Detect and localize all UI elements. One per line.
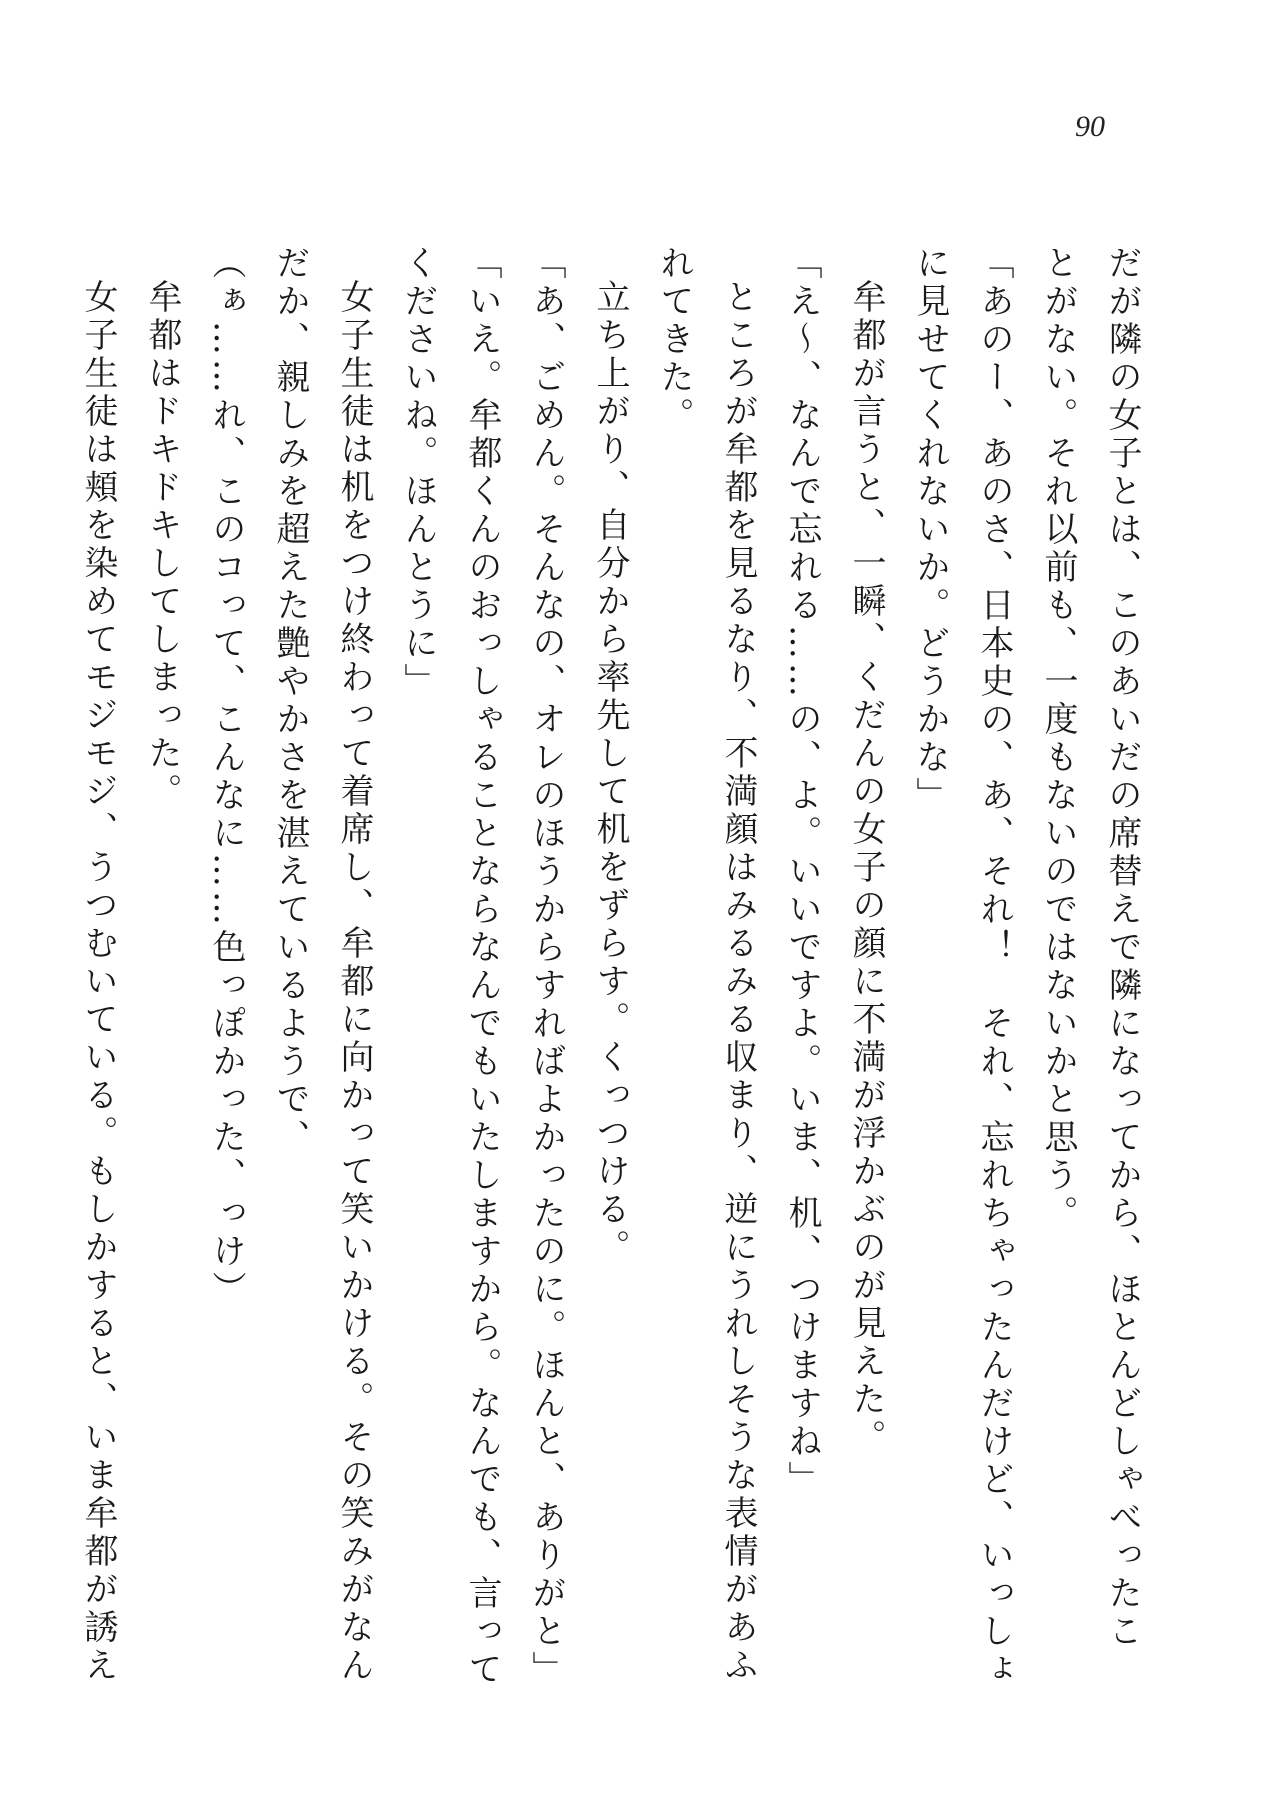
text-line-13: 女子生徒は机をつけ終わって着席し、牟都に向かって笑いかける。その笑みがなん — [334, 279, 374, 1685]
vertical-text-body — [78, 245, 1154, 1755]
text-line-7: ところが牟都を見るなり、不満顔はみるみる収まり、逆にうれしそうな表情があふ — [718, 279, 758, 1685]
text-line-8: れてきた。 — [654, 245, 694, 435]
text-line-5: 牟都が言うと、一瞬、くだんの女子の顔に不満が浮かぶのが見えた。 — [846, 279, 886, 1457]
text-line-10: 「あ、ごめん。そんなの、オレのほうからすればよかったのに。ほんと、ありがと」 — [526, 245, 566, 1689]
text-line-9: 立ち上がり、自分から率先して机をずらす。くっつける。 — [590, 279, 630, 1267]
page-number: 90 — [1075, 110, 1105, 143]
text-line-17: 女子生徒は頬を染めてモジモジ、うつむいている。もしかすると、いま牟都が誘え — [78, 279, 118, 1685]
text-line-14: だか、親しみを超えた艶やかさを湛えているようで、 — [270, 245, 310, 1157]
text-line-15: （ぁ……れ、このコって、こんなに……色っぽかった、っけ） — [206, 245, 246, 1309]
text-line-6: 「え〜、なんで忘れる……の、よ。いいですよ。いま、机、つけますね」 — [782, 245, 822, 1499]
text-line-11: 「いえ。牟都くんのおっしゃることならなんでもいたしますから。なんでも、言って — [462, 245, 502, 1689]
text-line-16: 牟都はドキドキしてしまった。 — [142, 279, 182, 811]
text-line-1: だが隣の女子とは、このあいだの席替えで隣になってから、ほとんどしゃべったこ — [1102, 245, 1142, 1651]
text-line-12: くださいね。ほんとうに」 — [398, 245, 438, 701]
text-line-3: 「あのー、あのさ、日本史の、あ、それ！ それ、忘れちゃったんだけど、いっしょ — [974, 245, 1014, 1689]
text-line-2: とがない。それ以前も、一度もないのではないかと思う。 — [1038, 245, 1078, 1233]
text-line-4: に見せてくれないか。どうかな」 — [910, 245, 950, 815]
